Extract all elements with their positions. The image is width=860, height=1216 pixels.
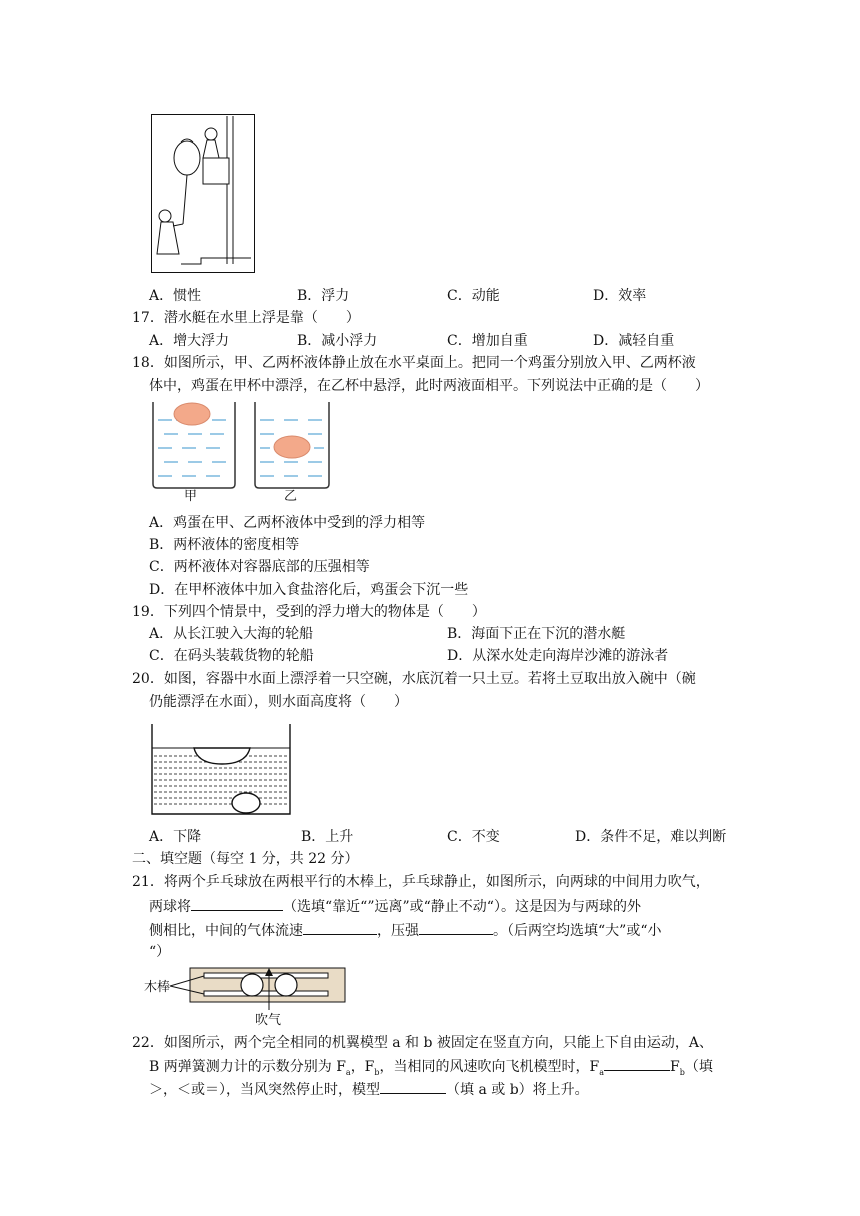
q17-stem: 17．潜水艇在水里上浮是靠（ ）	[132, 310, 360, 326]
q22-text-2c: ，当相同的风速吹向飞机模型时，F	[379, 1059, 600, 1075]
section-title: 二、填空题（每空 1 分，共 22 分）	[132, 851, 359, 867]
q16-option-a: A．惯性	[149, 288, 202, 304]
q21-text-3b: ，压强	[377, 923, 419, 939]
q21-blank-3[interactable]	[419, 920, 493, 935]
q22-text-3b: （填 a 或 b）将上升。	[446, 1082, 589, 1098]
q22-text-2d: F	[670, 1059, 680, 1075]
q18-stem-line2: 体中，鸡蛋在甲杯中漂浮，在乙杯中悬浮，此时两液面相平。下列说法中正确的是（ ）	[149, 378, 709, 394]
q20-stem-line1: 20．如图，容器中水面上漂浮着一只空碗，水底沉着一只土豆。若将土豆取出放入碗中（碗	[132, 671, 696, 687]
q21-line1: 21．将两个乒乓球放在两根平行的木棒上，乒乓球静止，如图所示，向两球的中间用力吹气，	[132, 874, 710, 890]
q20-option-c: C．不变	[447, 829, 500, 845]
balloon-figure	[151, 114, 255, 274]
q18-stem-line1: 18．如图所示，甲、乙两杯液体静止放在水平桌面上。把同一个鸡蛋分别放入甲、乙两杯液	[132, 355, 696, 371]
q21-text-3c: 。（后两空均选填“大”或“小	[493, 923, 662, 939]
q17-option-b: B．减小浮力	[297, 333, 378, 349]
q21-blank-1[interactable]	[191, 896, 283, 911]
q21-blank-2[interactable]	[303, 920, 377, 935]
stick-label: 木棒	[144, 980, 171, 995]
q17-option-d: D．减轻自重	[593, 333, 675, 349]
q19-stem: 19．下列四个情景中，受到的浮力增大的物体是（ ）	[132, 604, 486, 620]
q22-blank-2[interactable]	[380, 1079, 446, 1094]
q21-line3	[149, 920, 661, 941]
q22-text-2a: B 两弹簧测力计的示数分别为 F	[149, 1059, 346, 1075]
q20-option-b: B．上升	[301, 829, 354, 845]
q17-option-a: A．增大浮力	[149, 333, 230, 349]
cup-label-yi: 乙	[284, 489, 298, 504]
q16-option-b: B．浮力	[297, 288, 350, 304]
q22-text-3a: ＞，＜或＝），当风突然停止时，模型	[149, 1082, 380, 1098]
cups-figure	[148, 400, 334, 502]
q18-option-d: D．在甲杯液体中加入食盐溶化后，鸡蛋会下沉一些	[149, 582, 469, 598]
q18-option-b: B．两杯液体的密度相等	[149, 537, 300, 553]
q22-sub-b-2: b	[679, 1067, 685, 1077]
cup-label-jia: 甲	[184, 489, 198, 504]
q16-option-c: C．动能	[447, 288, 500, 304]
q22-sub-a-2: a	[599, 1067, 605, 1077]
container-figure	[150, 722, 292, 816]
q22-text-2e: （填	[684, 1059, 713, 1075]
q22-line1: 22．如图所示，两个完全相同的机翼模型 a 和 b 被固定在竖直方向，只能上下自由运动，A、	[132, 1035, 714, 1051]
blow-label: 吹气	[255, 1013, 282, 1028]
q19-option-c: C．在码头装载货物的轮船	[149, 648, 314, 664]
q22-sub-b: b	[374, 1067, 380, 1077]
q21-text-2b: （选填“靠近“”远离”或“静止不动“）。这是因为与两球的外	[283, 899, 641, 915]
q22-line3	[149, 1079, 589, 1100]
q18-option-a: A．鸡蛋在甲、乙两杯液体中受到的浮力相等	[149, 515, 426, 531]
q18-option-c: C．两杯液体对容器底部的压强相等	[149, 559, 370, 575]
q17-option-c: C．增加自重	[447, 333, 528, 349]
q19-option-b: B．海面下正在下沉的潜水艇	[447, 626, 626, 642]
q19-option-d: D．从深水处走向海岸沙滩的游泳者	[447, 648, 669, 664]
q22-blank-1[interactable]	[604, 1056, 670, 1071]
q21-text-3a: 侧相比，中间的气体流速	[149, 923, 303, 939]
q21-line2	[149, 896, 641, 917]
q20-option-a: A．下降	[149, 829, 202, 845]
q19-option-a: A．从长江驶入大海的轮船	[149, 626, 314, 642]
q16-option-d: D．效率	[593, 288, 647, 304]
q22-sub-a: a	[345, 1067, 351, 1077]
q20-stem-line2: 仍能漂浮在水面），则水面高度将（ ）	[149, 694, 408, 710]
q20-option-d: D．条件不足，难以判断	[575, 829, 727, 845]
q22-text-2b: ，F	[350, 1059, 375, 1075]
q21-text-2a: 两球将	[149, 899, 191, 915]
q21-line4: “）	[149, 944, 171, 960]
